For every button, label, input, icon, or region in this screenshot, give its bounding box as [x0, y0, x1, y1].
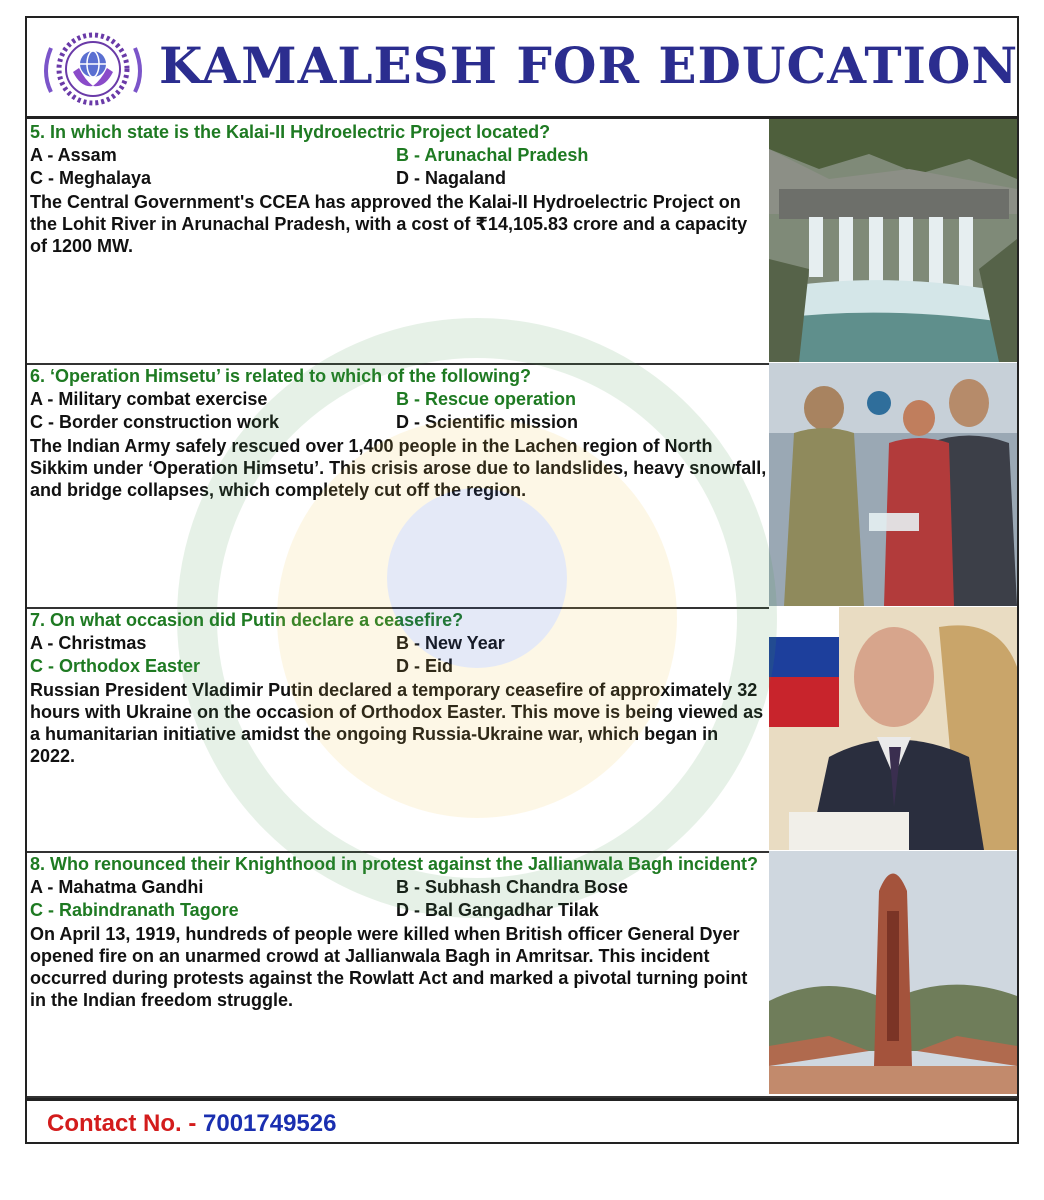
dam-photo — [769, 119, 1017, 362]
putin-photo — [769, 607, 1017, 850]
option-d: D - Nagaland — [396, 168, 507, 188]
option-b-correct: B - Rescue operation — [396, 389, 577, 409]
globe-hands-logo — [37, 32, 149, 106]
question-block — [27, 851, 1017, 1098]
option-a: A - Christmas — [30, 633, 147, 653]
page-frame — [25, 16, 1019, 1144]
option-c: C - Border construction work — [30, 412, 280, 432]
option-b-correct: B - Arunachal Pradesh — [396, 145, 589, 165]
rescue-photo — [769, 363, 1017, 606]
question-text: 5. In which state is the Kalai-II Hydroelectric Project located? — [30, 122, 551, 142]
options-grid — [30, 388, 768, 434]
memorial-photo — [769, 851, 1017, 1094]
header — [27, 18, 1017, 119]
option-c-correct: C - Orthodox Easter — [30, 656, 201, 676]
contact-label: Contact No. - — [47, 1110, 203, 1137]
option-c-correct: C - Rabindranath Tagore — [30, 900, 239, 920]
question-content — [30, 121, 768, 257]
footer — [27, 1098, 1017, 1145]
question-content — [30, 853, 768, 1011]
question-text: 7. On what occasion did Putin declare a ceasefire? — [30, 610, 464, 630]
option-b: B - New Year — [396, 633, 505, 653]
question-block — [27, 363, 1017, 609]
options-grid — [30, 632, 768, 678]
question-block — [27, 607, 1017, 853]
option-d: D - Eid — [396, 656, 453, 676]
contact-line — [47, 1110, 336, 1138]
question-text: 6. ‘Operation Himsetu’ is related to which of the following? — [30, 366, 532, 386]
option-a: A - Assam — [30, 145, 117, 165]
contact-number: 7001749526 — [203, 1110, 337, 1137]
explanation-text: The Indian Army safely rescued over 1,400 people in the Lachen region of North Sikkim under ‘Operation Himsetu’. This crisis arose due to landslides, heavy snowfall, and bridge collapses, which completely cut off the region. — [30, 436, 767, 500]
brand-title: KAMALESH FOR EDUCATION — [159, 36, 1019, 95]
options-grid — [30, 144, 768, 190]
option-d: D - Scientific mission — [396, 412, 579, 432]
option-d: D - Bal Gangadhar Tilak — [396, 900, 599, 920]
question-content — [30, 609, 768, 767]
options-grid — [30, 876, 768, 922]
option-a: A - Military combat exercise — [30, 389, 268, 409]
question-text: 8. Who renounced their Knighthood in protest against the Jallianwala Bagh incident? — [30, 854, 759, 874]
explanation-text: On April 13, 1919, hundreds of people were killed when British officer General Dyer opened fire on an unarmed crowd at Jallianwala Bagh in Amritsar. This incident occurred during protests against the Rowlatt Act and marked a pivotal turning point in the Indian freedom struggle. — [30, 924, 748, 1010]
explanation-text: The Central Government's CCEA has approved the Kalai-II Hydroelectric Project on the Lohit River in Arunachal Pradesh, with a cost of ₹14,105.83 crore and a capacity of 1200 MW. — [30, 192, 748, 256]
option-a: A - Mahatma Gandhi — [30, 877, 204, 897]
question-content — [30, 365, 768, 501]
explanation-text: Russian President Vladimir Putin declared a temporary ceasefire of approximately 32 hours with Ukraine on the occasion of Orthodox Easter. This move is being viewed as a humanitarian initiative amidst the ongoing Russia-Ukraine war, which began in 2022. — [30, 680, 764, 766]
option-b: B - Subhash Chandra Bose — [396, 877, 629, 897]
option-c: C - Meghalaya — [30, 168, 152, 188]
question-block — [27, 119, 1017, 365]
